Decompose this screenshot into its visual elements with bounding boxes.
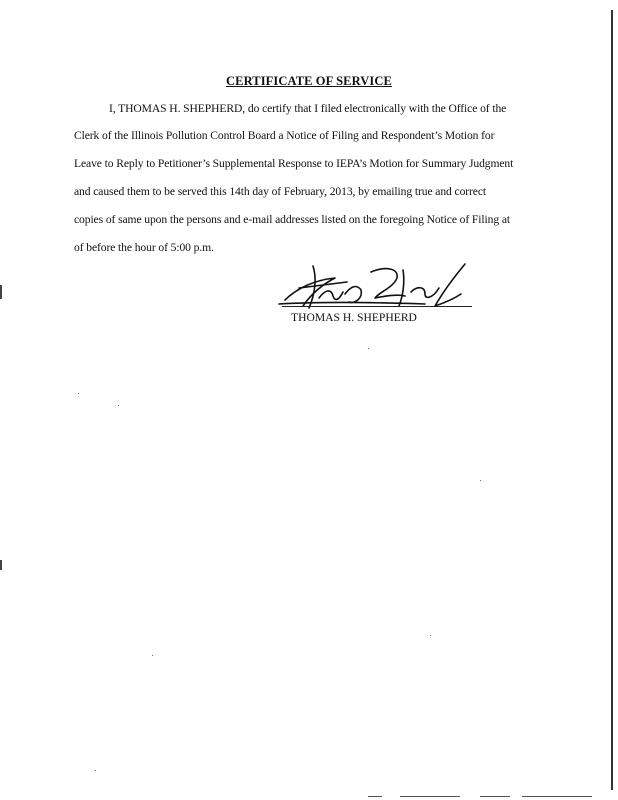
body-line-6: of before the hour of 5:00 p.m. (74, 241, 214, 254)
scan-edge-mark (368, 796, 382, 797)
scan-speck (152, 655, 153, 656)
body-line-2: Clerk of the Illinois Pollution Control Board a Notice of Filing and Respondent’s Motion for (74, 129, 495, 142)
signature-line (282, 306, 472, 307)
scan-speck (118, 405, 119, 406)
signer-name: THOMAS H. SHEPHERD (291, 311, 417, 324)
scan-edge-mark (480, 796, 510, 797)
handwritten-signature (275, 258, 475, 318)
scan-edge-line (611, 10, 613, 790)
scan-speck (95, 770, 96, 771)
body-line-3: Leave to Reply to Petitioner’s Supplemental Response to IEPA’s Motion for Summary Judgment (74, 157, 514, 170)
scan-speck (480, 480, 481, 481)
scan-edge-mark (0, 285, 2, 299)
body-line-4: and caused them to be served this 14th day of February, 2013, by emailing true and correct (74, 185, 487, 198)
body-line-5: copies of same upon the persons and e-mail addresses listed on the foregoing Notice of Filing at (74, 213, 511, 226)
scan-edge-mark (522, 796, 592, 797)
scan-speck (368, 348, 369, 349)
scan-speck (430, 635, 431, 636)
certificate-title: CERTIFICATE OF SERVICE (226, 74, 392, 88)
body-line-1: I, THOMAS H. SHEPHERD, do certify that I filed electronically with the Office of the (109, 102, 507, 115)
scan-speck (78, 393, 79, 394)
scan-edge-mark (0, 560, 2, 570)
scan-edge-mark (400, 796, 460, 797)
